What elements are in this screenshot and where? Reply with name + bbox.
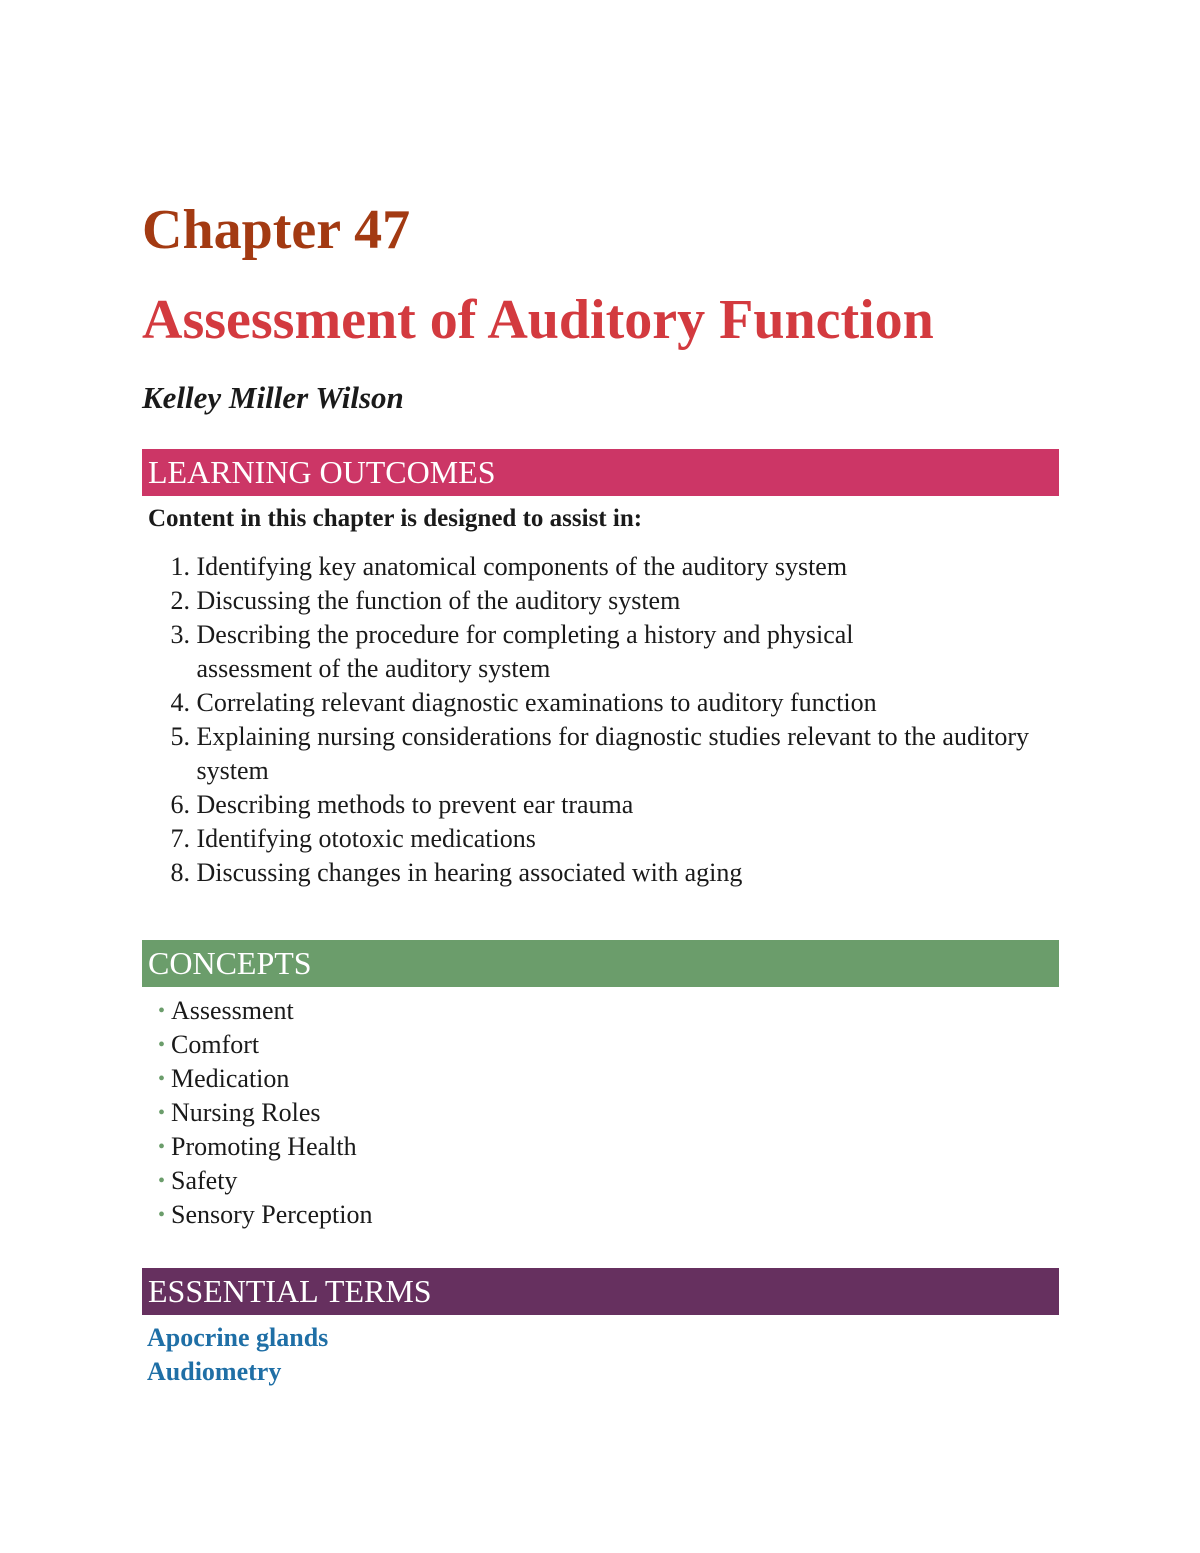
learning-outcomes-intro: Content in this chapter is designed to assist in:	[148, 505, 643, 532]
concept-label: Assessment	[171, 996, 294, 1025]
bullet-icon: •	[157, 1136, 165, 1158]
outcome-text: Describing the procedure for completing a history and physical assessment of the auditory system	[196, 620, 854, 683]
outcome-number: 7.	[170, 824, 190, 853]
outcome-text: Identifying key anatomical components of the auditory system	[196, 552, 848, 581]
concept-item	[142, 1130, 372, 1164]
outcome-item	[142, 618, 1059, 686]
author-name: Kelley Miller Wilson	[142, 380, 404, 415]
outcome-item	[142, 856, 1059, 890]
bullet-icon: •	[157, 1068, 165, 1090]
learning-outcomes-list	[142, 550, 1059, 890]
term-link-apocrine-glands[interactable]: Apocrine glands	[147, 1323, 329, 1352]
outcome-item	[142, 686, 1059, 720]
outcome-number: 6.	[170, 790, 190, 819]
term-link-audiometry[interactable]: Audiometry	[147, 1357, 282, 1386]
concept-label: Sensory Perception	[171, 1200, 373, 1229]
outcome-item	[142, 720, 1059, 788]
outcome-number: 8.	[170, 858, 190, 887]
concepts-list	[142, 994, 372, 1232]
bullet-icon: •	[157, 1102, 165, 1124]
outcome-number: 3.	[170, 620, 190, 649]
bullet-icon: •	[157, 1000, 165, 1022]
bullet-icon: •	[157, 1170, 165, 1192]
outcome-item	[142, 550, 1059, 584]
concept-label: Promoting Health	[171, 1132, 357, 1161]
concept-item	[142, 1198, 372, 1232]
essential-terms-list	[147, 1321, 328, 1389]
outcome-number: 2.	[170, 586, 190, 615]
outcome-number: 1.	[170, 552, 190, 581]
concept-label: Safety	[171, 1166, 238, 1195]
outcome-text: Identifying ototoxic medications	[196, 824, 536, 853]
outcome-item	[142, 788, 1059, 822]
concept-item	[142, 1096, 372, 1130]
chapter-number: Chapter 47	[142, 199, 411, 261]
chapter-title: Assessment of Auditory Function	[142, 289, 934, 351]
concept-item	[142, 1062, 372, 1096]
outcome-text: Explaining nursing considerations for diagnostic studies relevant to the auditory system	[196, 722, 1030, 785]
concept-item	[142, 1164, 372, 1198]
concept-label: Nursing Roles	[171, 1098, 321, 1127]
concept-label: Comfort	[171, 1030, 260, 1059]
outcome-item	[142, 822, 1059, 856]
outcome-item	[142, 584, 1059, 618]
concept-item	[142, 1028, 372, 1062]
bullet-icon: •	[157, 1204, 165, 1226]
concepts-heading: CONCEPTS	[142, 940, 1059, 987]
outcome-text: Describing methods to prevent ear trauma	[196, 790, 634, 819]
outcome-text: Discussing changes in hearing associated with aging	[196, 858, 743, 887]
outcome-text: Correlating relevant diagnostic examinations to auditory function	[196, 688, 877, 717]
essential-terms-heading: ESSENTIAL TERMS	[142, 1268, 1059, 1315]
outcome-number: 5.	[170, 722, 190, 751]
learning-outcomes-heading: LEARNING OUTCOMES	[142, 449, 1059, 496]
outcome-text: Discussing the function of the auditory system	[196, 586, 681, 615]
outcome-number: 4.	[170, 688, 190, 717]
concept-item	[142, 994, 372, 1028]
bullet-icon: •	[157, 1034, 165, 1056]
concept-label: Medication	[171, 1064, 290, 1093]
